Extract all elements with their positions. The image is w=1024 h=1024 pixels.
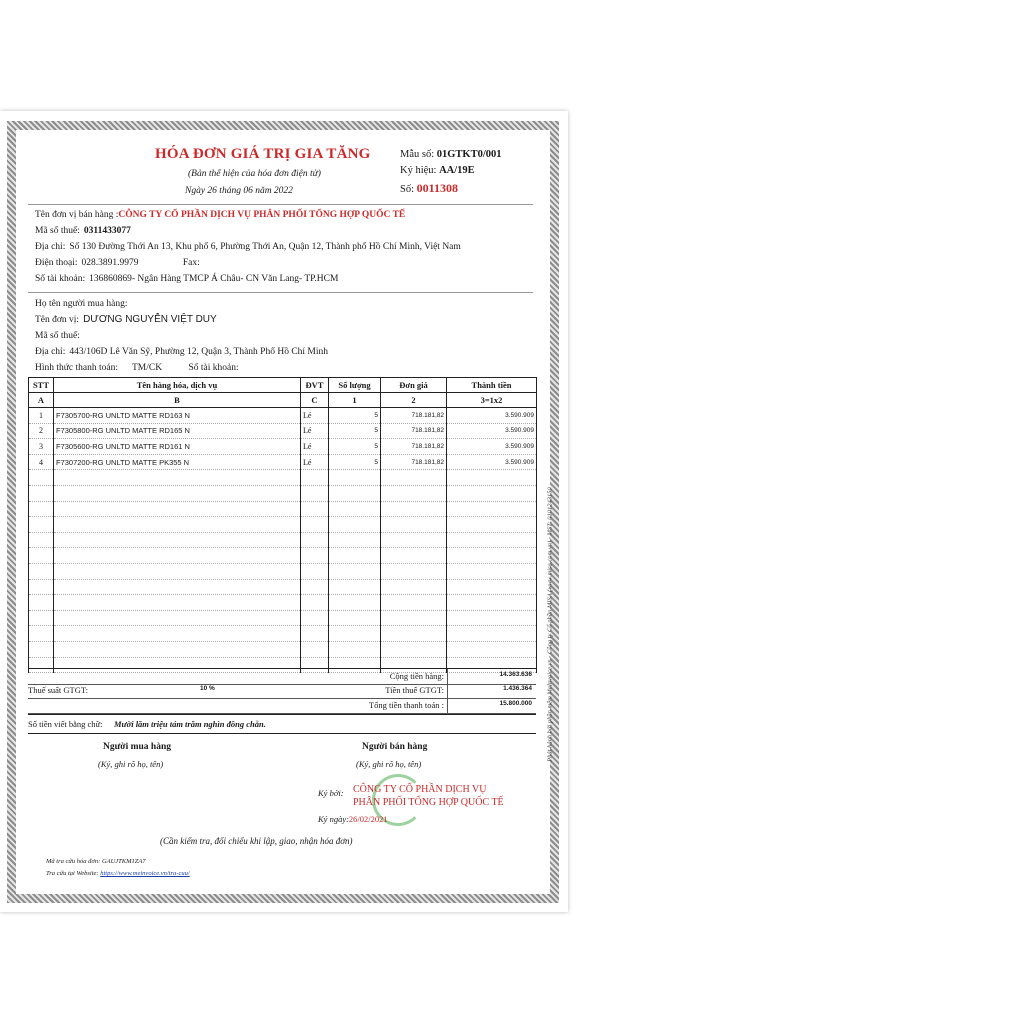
table-cell-amount — [447, 641, 537, 657]
items-body — [29, 408, 537, 673]
table-cell-qty — [329, 485, 381, 501]
form-number: Mẫu số: 01GTKT0/001 — [400, 149, 502, 160]
table-cell-qty — [329, 579, 381, 595]
table-cell-amount — [447, 470, 537, 486]
check-note: (Cần kiểm tra, đối chiếu khi lập, giao, nhận hóa đơn) — [160, 836, 353, 846]
items-table — [28, 377, 537, 673]
subheader-cell: 3=1x2 — [447, 393, 537, 408]
lookup-link[interactable]: https://www.meinvoice.vn/tra-cuu/ — [100, 870, 190, 877]
table-cell-unit — [301, 548, 329, 564]
invoice-number: Số: 0011308 — [400, 181, 458, 195]
table-cell-name: F7305700-RG UNLTD MATTE RD163 N — [54, 408, 301, 424]
lookup-website: Tra cứu tại Website: https://www.meinvoice.vn/tra-cuu/ — [46, 870, 190, 877]
seller-address: Địa chỉ: Số 130 Đường Thới An 13, Khu phố 6, Phường Thới An, Quận 12, Thành phố Hồ Chí Minh, Việt Nam — [35, 242, 461, 252]
table-cell-unit — [301, 517, 329, 533]
header-cell: Tên hàng hóa, dịch vụ — [54, 378, 301, 393]
table-cell-unit — [301, 641, 329, 657]
seller-sign-title: Người bán hàng — [362, 742, 428, 752]
table-cell-name — [54, 517, 301, 533]
seller-account: Số tài khoản: 136860869- Ngân Hàng TMCP Á Châu- CN Văn Lang- TP.HCM — [35, 274, 339, 284]
total-row — [28, 698, 536, 714]
signed-by-label: Ký bởi: — [318, 788, 344, 798]
table-cell-amount — [447, 501, 537, 517]
table-cell-amount — [447, 548, 537, 564]
table-cell-price — [381, 641, 447, 657]
table-cell-price — [381, 595, 447, 611]
table-cell-qty: 5 — [329, 423, 381, 439]
table-cell-stt — [29, 501, 54, 517]
subheader-cell: B — [54, 393, 301, 408]
table-row — [29, 501, 537, 517]
table-cell-qty: 5 — [329, 454, 381, 470]
side-issuer-text: Phát hành bởi phần mềm MeInvoice.vn - Công ty Cổ phần MISA (www.misa.com.vn) - MST: 0101243150 — [546, 487, 554, 762]
table-cell-stt: 1 — [29, 408, 54, 424]
header-cell: STT — [29, 378, 54, 393]
table-cell-stt: 2 — [29, 423, 54, 439]
invoice-sheet — [0, 111, 568, 912]
table-cell-unit — [301, 501, 329, 517]
table-row — [29, 626, 537, 642]
table-cell-stt — [29, 532, 54, 548]
table-cell-amount — [447, 532, 537, 548]
table-cell-price: 718.181,82 — [381, 454, 447, 470]
invoice-subtitle: (Bản thể hiện của hóa đơn điện tử) — [188, 169, 321, 179]
table-cell-stt — [29, 595, 54, 611]
table-cell-amount — [447, 626, 537, 642]
total-label: Tổng tiền thanh toán : — [368, 700, 444, 710]
table-row — [29, 470, 537, 486]
table-cell-price — [381, 579, 447, 595]
table-cell-price — [381, 470, 447, 486]
invoice-date: Ngày 26 tháng 06 năm 2022 — [185, 186, 293, 196]
table-row — [29, 563, 537, 579]
table-cell-price: 718.181,82 — [381, 408, 447, 424]
table-cell-name — [54, 641, 301, 657]
table-cell-name — [54, 485, 301, 501]
table-cell-name — [54, 470, 301, 486]
table-cell-unit: Lé — [301, 454, 329, 470]
signed-date: Ký ngày:26/02/2021 — [318, 814, 388, 824]
buyer-person: Họ tên người mua hàng: — [35, 299, 128, 309]
table-row — [29, 579, 537, 595]
table-cell-name — [54, 501, 301, 517]
table-cell-qty — [329, 548, 381, 564]
buyer-unit: Tên đơn vị: DƯƠNG NGUYỄN VIỆT DUY — [35, 314, 217, 325]
table-cell-unit: Lé — [301, 408, 329, 424]
table-cell-qty — [329, 563, 381, 579]
table-cell-stt — [29, 548, 54, 564]
table-cell-name — [54, 548, 301, 564]
buyer-sign-note: (Ký, ghi rõ họ, tên) — [98, 759, 164, 769]
vat-rate-label: Thuế suất GTGT: — [28, 685, 89, 695]
header-cell: Số lượng — [329, 378, 381, 393]
table-cell-name — [54, 532, 301, 548]
table-row — [29, 408, 537, 424]
table-header-row — [29, 378, 537, 393]
table-subheader-row — [29, 393, 537, 408]
table-cell-price — [381, 501, 447, 517]
table-cell-stt — [29, 626, 54, 642]
table-cell-unit — [301, 595, 329, 611]
table-cell-stt — [29, 485, 54, 501]
table-row — [29, 610, 537, 626]
table-row — [29, 532, 537, 548]
table-cell-stt: 3 — [29, 439, 54, 455]
subheader-cell: A — [29, 393, 54, 408]
table-cell-amount — [447, 517, 537, 533]
buyer-sign-title: Người mua hàng — [103, 742, 171, 752]
table-cell-amount — [447, 579, 537, 595]
table-cell-stt — [29, 517, 54, 533]
table-cell-stt — [29, 563, 54, 579]
table-cell-unit — [301, 485, 329, 501]
vat-value: 1.436.364 — [503, 685, 532, 692]
invoice-symbol: Ký hiệu: AA/19E — [400, 165, 475, 176]
subheader-cell: 2 — [381, 393, 447, 408]
table-cell-qty — [329, 595, 381, 611]
table-cell-price — [381, 563, 447, 579]
header-cell: Đơn giá — [381, 378, 447, 393]
seller-name: Tên đơn vị bán hàng :CÔNG TY CỔ PHẦN DỊCH VỤ PHÂN PHỐI TỔNG HỢP QUỐC TẾ — [35, 210, 406, 220]
table-cell-name — [54, 610, 301, 626]
table-row — [29, 423, 537, 439]
table-cell-qty — [329, 532, 381, 548]
subtotal-label: Cộng tiền hàng: — [389, 671, 444, 681]
table-cell-unit — [301, 532, 329, 548]
vat-rate-value: 10 % — [200, 685, 215, 692]
table-cell-qty — [329, 470, 381, 486]
table-cell-amount: 3.590.909 — [447, 423, 537, 439]
table-cell-unit — [301, 470, 329, 486]
table-cell-name — [54, 626, 301, 642]
amount-in-words: Số tiền viết bằng chữ: Mười lăm triệu tám trăm nghìn đồng chẵn. — [28, 714, 536, 734]
vat-row — [28, 683, 536, 699]
buyer-payment: Hình thức thanh toán: TM/CK Số tài khoản: — [35, 363, 239, 373]
totals-block — [28, 668, 536, 718]
table-cell-unit — [301, 626, 329, 642]
seller-tax: Mã số thuế: 0311433077 — [35, 226, 131, 236]
table-cell-unit — [301, 579, 329, 595]
header-cell: Thành tiền — [447, 378, 537, 393]
table-cell-name: F7305600-RG UNLTD MATTE RD161 N — [54, 439, 301, 455]
table-cell-qty — [329, 626, 381, 642]
table-cell-amount: 3.590.909 — [447, 439, 537, 455]
total-value: 15.800.000 — [499, 700, 532, 707]
table-cell-unit: Lé — [301, 439, 329, 455]
table-cell-unit — [301, 563, 329, 579]
table-cell-price: 718.181,82 — [381, 423, 447, 439]
table-cell-qty — [329, 641, 381, 657]
signed-by-line1: CÔNG TY CỔ PHẦN DỊCH VỤ — [353, 784, 487, 795]
table-row — [29, 641, 537, 657]
seller-sign-note: (Ký, ghi rõ họ, tên) — [356, 759, 422, 769]
table-cell-price — [381, 626, 447, 642]
table-cell-stt — [29, 610, 54, 626]
subtotal-value: 14.363.636 — [499, 671, 532, 678]
buyer-tax: Mã số thuế: — [35, 331, 80, 341]
seller-phone: Điện thoại: 028.3891.9979 Fax: — [35, 258, 200, 268]
table-cell-amount — [447, 563, 537, 579]
table-cell-name: F7305800-RG UNLTD MATTE RD165 N — [54, 423, 301, 439]
table-cell-qty: 5 — [329, 408, 381, 424]
table-cell-amount: 3.590.909 — [447, 408, 537, 424]
subheader-cell: C — [301, 393, 329, 408]
table-cell-stt — [29, 641, 54, 657]
table-row — [29, 548, 537, 564]
table-cell-stt — [29, 579, 54, 595]
buyer-address: Địa chỉ: 443/106D Lê Văn Sỹ, Phường 12, Quận 3, Thành Phố Hồ Chí Minh — [35, 347, 329, 357]
table-cell-amount — [447, 595, 537, 611]
table-cell-qty — [329, 501, 381, 517]
table-cell-name: F7307200-RG UNLTD MATTE PK355 N — [54, 454, 301, 470]
table-cell-price — [381, 517, 447, 533]
table-cell-amount — [447, 485, 537, 501]
table-cell-stt: 4 — [29, 454, 54, 470]
table-row — [29, 485, 537, 501]
table-cell-name — [54, 563, 301, 579]
table-cell-unit: Lé — [301, 423, 329, 439]
table-cell-unit — [301, 610, 329, 626]
invoice-title: HÓA ĐƠN GIÁ TRỊ GIA TĂNG — [155, 146, 371, 162]
table-cell-qty — [329, 610, 381, 626]
table-cell-price — [381, 532, 447, 548]
lookup-code: Mã tra cứu hóa đơn: GAUJTKM1ZA7 — [46, 858, 146, 865]
table-cell-amount — [447, 610, 537, 626]
vat-label: Tiền thuế GTGT: — [385, 685, 444, 695]
table-cell-price: 718.181,82 — [381, 439, 447, 455]
table-cell-price — [381, 610, 447, 626]
table-cell-name — [54, 595, 301, 611]
table-cell-stt — [29, 470, 54, 486]
divider — [28, 204, 533, 205]
table-cell-name — [54, 579, 301, 595]
table-row — [29, 439, 537, 455]
header-cell: ĐVT — [301, 378, 329, 393]
table-cell-amount: 3.590.909 — [447, 454, 537, 470]
table-row — [29, 517, 537, 533]
table-cell-price — [381, 548, 447, 564]
subheader-cell: 1 — [329, 393, 381, 408]
table-cell-qty — [329, 517, 381, 533]
table-row — [29, 454, 537, 470]
signed-by-line2: PHÂN PHỐI TỔNG HỢP QUỐC TẾ — [353, 797, 504, 808]
table-row — [29, 595, 537, 611]
table-cell-price — [381, 485, 447, 501]
divider — [28, 292, 533, 293]
table-cell-qty: 5 — [329, 439, 381, 455]
